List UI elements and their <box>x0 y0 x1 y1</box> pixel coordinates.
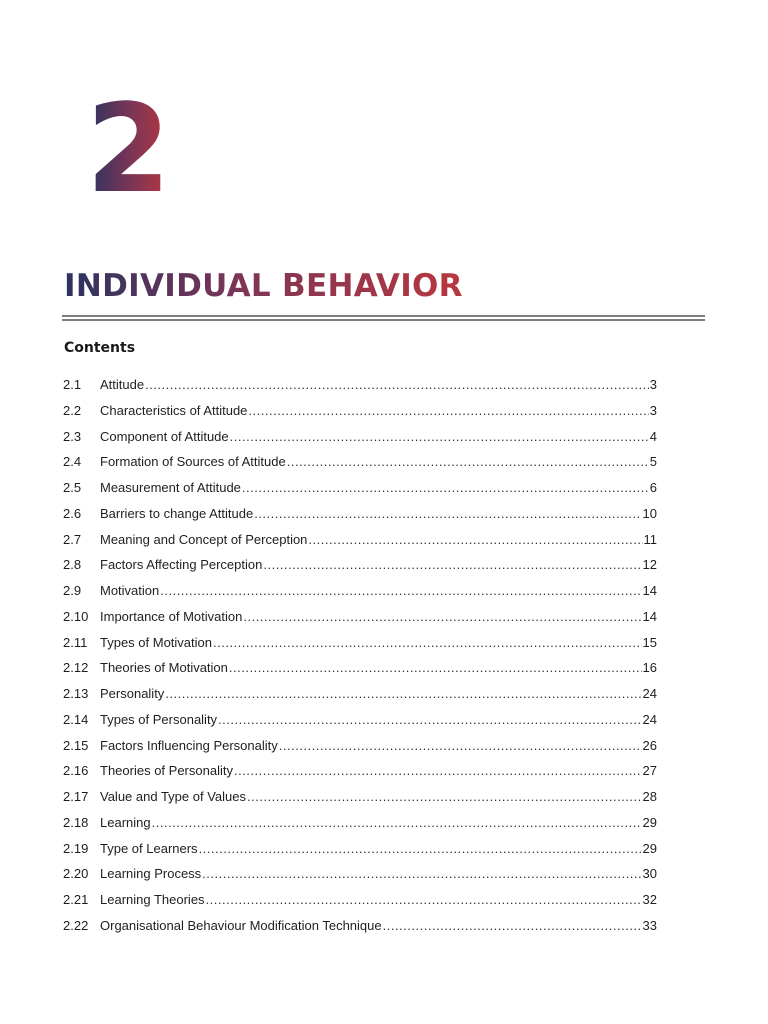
toc-entry[interactable] <box>63 375 657 401</box>
toc-entry-page: 3 <box>649 377 657 392</box>
toc-entry-number: 2.15 <box>63 737 89 753</box>
toc-entry[interactable] <box>63 658 657 684</box>
toc-entry-number: 2.17 <box>63 789 89 804</box>
toc-entry[interactable] <box>63 478 657 504</box>
toc-entry-title[interactable]: Organisational Behaviour Modification Technique <box>100 917 382 933</box>
toc-entry-page: 15 <box>642 634 657 650</box>
toc-entry-number: 2.7 <box>63 531 82 547</box>
toc-entry-title[interactable]: Characteristics of Attitude <box>100 402 248 418</box>
toc-entry-page: 3 <box>649 402 657 418</box>
toc-entry[interactable] <box>63 633 657 659</box>
toc-entry-number: 2.20 <box>63 866 89 882</box>
toc-entry-page: 14 <box>642 608 657 624</box>
toc-entry-number: 2.19 <box>63 840 89 856</box>
toc-entry-number: 2.16 <box>63 763 89 779</box>
toc-entry-title[interactable]: Meaning and Concept of Perception <box>100 531 308 547</box>
toc-dot-leader <box>242 478 649 498</box>
toc-entry-number: 2.6 <box>63 505 82 521</box>
toc-entry-title[interactable]: Formation of Sources of Attitude <box>100 454 286 470</box>
toc-entry-title[interactable]: Value and Type of Values <box>100 789 246 804</box>
toc-entry-title[interactable]: Theories of Motivation <box>100 660 228 676</box>
toc-entry-number: 2.9 <box>63 583 82 598</box>
toc-entry-number: 2.12 <box>63 660 89 676</box>
toc-entry[interactable] <box>63 890 657 916</box>
toc-entry-title[interactable]: Personality <box>100 686 165 701</box>
toc-dot-leader <box>229 658 642 678</box>
toc-entry[interactable] <box>63 401 657 427</box>
toc-dot-leader <box>218 710 641 730</box>
toc-entry[interactable] <box>63 864 657 890</box>
toc-dot-leader <box>248 401 648 421</box>
toc-entry-page: 29 <box>642 814 657 830</box>
toc-entry-number: 2.4 <box>63 454 82 470</box>
toc-entry-page: 6 <box>649 480 657 495</box>
toc-entry-number: 2.21 <box>63 892 89 907</box>
toc-entry-title[interactable]: Attitude <box>100 377 145 392</box>
toc-entry-page: 16 <box>642 660 657 676</box>
toc-entry-number: 2.11 <box>63 634 88 650</box>
toc-entry-page: 32 <box>642 892 657 907</box>
toc-dot-leader <box>199 839 642 859</box>
toc-entry[interactable] <box>63 684 657 710</box>
toc-entry-page: 10 <box>642 505 657 521</box>
toc-entry-title[interactable]: Motivation <box>100 583 160 598</box>
toc-entry[interactable] <box>63 813 657 839</box>
toc-entry[interactable] <box>63 761 657 787</box>
toc-entry[interactable] <box>63 530 657 556</box>
toc-entry-title[interactable]: Measurement of Attitude <box>100 480 241 495</box>
toc-entry-page: 12 <box>642 557 657 573</box>
toc-entry-title[interactable]: Types of Motivation <box>100 634 212 650</box>
toc-dot-leader <box>206 890 642 910</box>
toc-dot-leader <box>234 761 642 781</box>
toc-dot-leader <box>383 916 642 936</box>
toc-entry-page: 30 <box>642 866 657 882</box>
toc-dot-leader <box>254 504 641 524</box>
toc-dot-leader <box>247 787 642 807</box>
toc-dot-leader <box>308 530 642 550</box>
toc-entry-number: 2.1 <box>63 377 82 392</box>
toc-entry-number: 2.14 <box>63 711 89 727</box>
toc-dot-leader <box>145 375 649 395</box>
toc-entry-title[interactable]: Type of Learners <box>100 840 198 856</box>
toc-dot-leader <box>230 427 649 447</box>
toc-entry-page: 33 <box>642 917 657 933</box>
toc-entry-number: 2.5 <box>63 480 82 495</box>
toc-entry-page: 29 <box>642 840 657 856</box>
toc-entry-title[interactable]: Importance of Motivation <box>100 608 243 624</box>
title-divider <box>62 315 705 321</box>
toc-dot-leader <box>213 633 642 653</box>
toc-entry-page: 5 <box>649 454 657 470</box>
toc-entry[interactable] <box>63 581 657 607</box>
toc-entry[interactable] <box>63 787 657 813</box>
toc-dot-leader <box>287 452 649 472</box>
toc-entry-page: 4 <box>649 428 657 444</box>
toc-dot-leader <box>165 684 641 704</box>
toc-entry[interactable] <box>63 916 657 942</box>
toc-dot-leader <box>243 607 641 627</box>
toc-entry-page: 14 <box>642 583 657 598</box>
toc-entry[interactable] <box>63 427 657 453</box>
toc-entry-number: 2.10 <box>63 608 89 624</box>
toc-entry[interactable] <box>63 555 657 581</box>
toc-dot-leader <box>160 581 641 601</box>
toc-entry-page: 26 <box>642 737 657 753</box>
toc-entry-page: 24 <box>642 686 657 701</box>
toc-dot-leader <box>152 813 642 833</box>
toc-entry-number: 2.18 <box>63 814 89 830</box>
toc-entry-title[interactable]: Factors Affecting Perception <box>100 557 263 573</box>
toc-entry-title[interactable]: Theories of Personality <box>100 763 233 779</box>
toc-entry-title[interactable]: Barriers to change Attitude <box>100 505 254 521</box>
toc-entry-title[interactable]: Learning <box>100 814 151 830</box>
chapter-number: 2 <box>86 78 171 220</box>
toc-entry[interactable] <box>63 452 657 478</box>
toc-dot-leader <box>263 555 641 575</box>
toc-entry[interactable] <box>63 504 657 530</box>
contents-heading: Contents <box>64 340 136 356</box>
toc-entry[interactable] <box>63 710 657 736</box>
toc-entry-page: 28 <box>642 789 657 804</box>
toc-entry-page: 27 <box>642 763 657 779</box>
toc-dot-leader <box>202 864 641 884</box>
toc-entry-number: 2.8 <box>63 557 82 573</box>
toc-entry[interactable] <box>63 736 657 762</box>
toc-entry-title[interactable]: Types of Personality <box>100 711 218 727</box>
table-of-contents <box>63 375 657 942</box>
toc-entry-title[interactable]: Learning Process <box>100 866 202 882</box>
toc-entry-number: 2.2 <box>63 402 82 418</box>
chapter-title: INDIVIDUAL BEHAVIOR <box>64 268 463 304</box>
toc-entry-page: 11 <box>643 531 657 547</box>
toc-entry[interactable] <box>63 839 657 865</box>
toc-entry-title[interactable]: Component of Attitude <box>100 428 229 444</box>
toc-entry-number: 2.3 <box>63 428 82 444</box>
toc-entry-page: 24 <box>642 711 657 727</box>
toc-dot-leader <box>279 736 642 756</box>
toc-entry-title[interactable]: Learning Theories <box>100 892 205 907</box>
toc-entry[interactable] <box>63 607 657 633</box>
toc-entry-number: 2.13 <box>63 686 89 701</box>
toc-entry-number: 2.22 <box>63 917 89 933</box>
toc-entry-title[interactable]: Factors Influencing Personality <box>100 737 278 753</box>
